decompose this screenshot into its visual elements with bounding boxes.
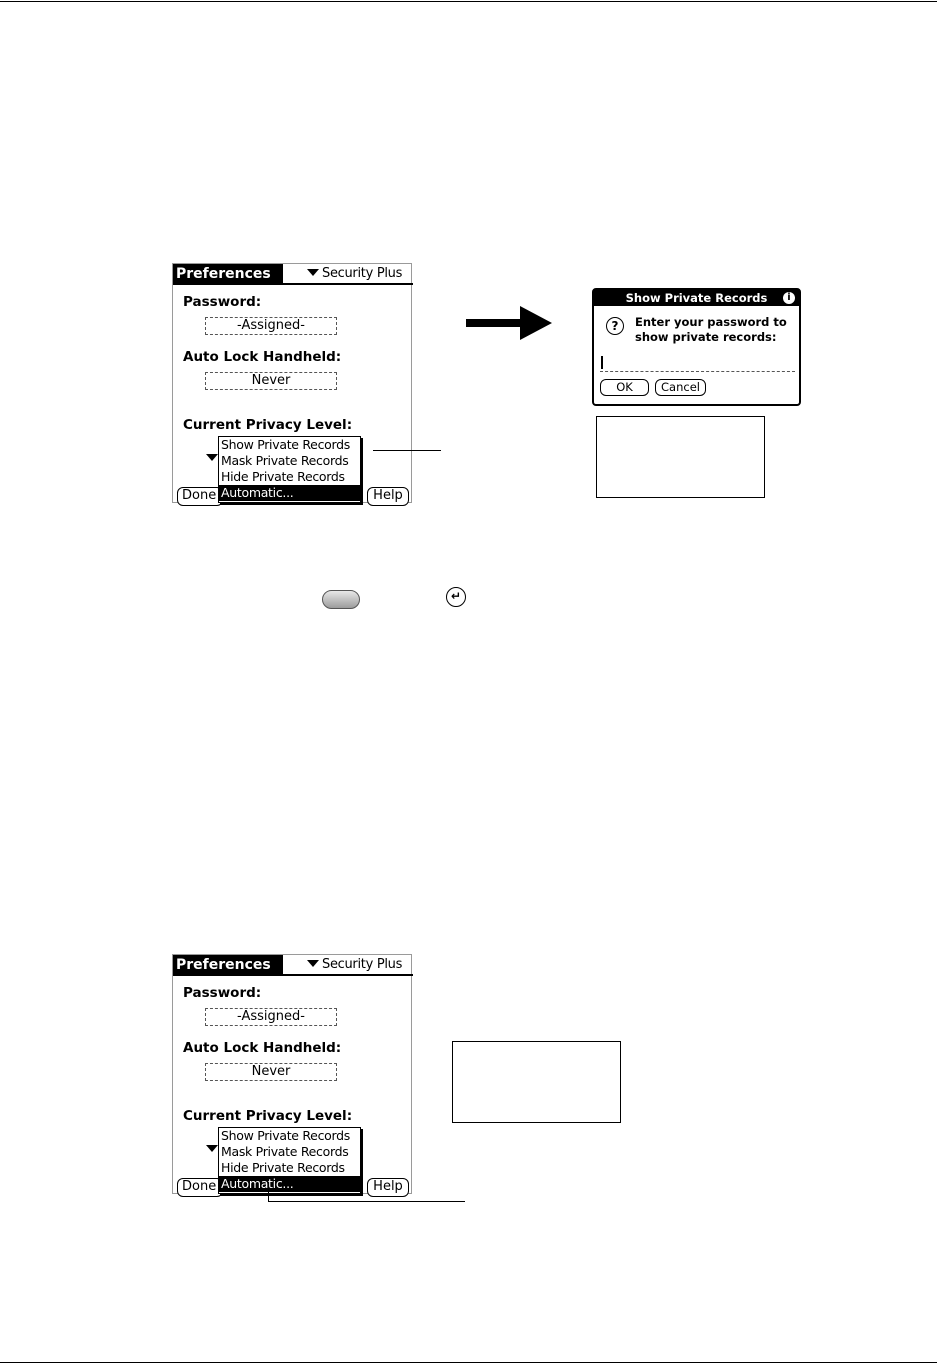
enter-stroke-icon: ↵ (446, 587, 466, 607)
callout-box (452, 1041, 621, 1123)
menu-item-mask[interactable]: Mask Private Records (221, 453, 349, 468)
done-button[interactable]: Done (177, 1178, 223, 1197)
app-title: Preferences (173, 264, 283, 284)
autolock-label: Auto Lock Handheld: (183, 349, 342, 365)
chevron-down-icon (307, 269, 319, 276)
show-private-records-dialog (592, 288, 801, 406)
category-picker[interactable] (307, 955, 402, 975)
done-button[interactable]: Done (177, 487, 223, 506)
callout-box (596, 416, 765, 498)
category-label: Security Plus (322, 266, 403, 281)
help-button[interactable]: Help (367, 1178, 409, 1197)
autolock-field[interactable]: Never (205, 1063, 337, 1081)
password-field[interactable]: -Assigned- (205, 1008, 337, 1026)
category-picker[interactable] (307, 264, 402, 284)
autolock-label: Auto Lock Handheld: (183, 1040, 342, 1056)
page-top-rule (0, 1, 937, 2)
text-cursor (601, 356, 603, 369)
menu-item-show[interactable]: Show Private Records (221, 1128, 350, 1143)
info-icon[interactable]: i (783, 292, 795, 304)
title-bar (173, 264, 413, 285)
menu-item-automatic[interactable]: Automatic... (219, 1176, 360, 1192)
password-input[interactable] (600, 356, 795, 372)
password-label: Password: (183, 294, 262, 310)
autolock-field[interactable]: Never (205, 372, 337, 390)
menu-item-hide[interactable]: Hide Private Records (221, 1160, 345, 1175)
title-bar (173, 955, 413, 976)
dialog-message: Enter your password to show private records: (635, 315, 787, 344)
menu-item-show[interactable]: Show Private Records (221, 437, 350, 452)
question-icon: ? (606, 317, 624, 335)
callout-line (268, 1201, 465, 1202)
app-title: Preferences (173, 955, 283, 975)
dialog-title: Show Private Records (594, 290, 799, 306)
arrow-right-icon (466, 306, 552, 340)
page-bottom-rule (0, 1362, 937, 1363)
menu-item-hide[interactable]: Hide Private Records (221, 469, 345, 484)
chevron-down-icon[interactable] (206, 1145, 218, 1152)
preferences-screen-1 (172, 263, 412, 503)
chevron-down-icon[interactable] (206, 454, 218, 461)
chevron-down-icon (307, 960, 319, 967)
password-label: Password: (183, 985, 262, 1001)
preferences-screen-2 (172, 954, 412, 1194)
privacy-label: Current Privacy Level: (183, 1108, 353, 1124)
hardware-button-icon (322, 590, 360, 609)
menu-item-automatic[interactable]: Automatic... (219, 485, 360, 501)
privacy-menu (218, 436, 361, 503)
help-button[interactable]: Help (367, 487, 409, 506)
privacy-menu (218, 1127, 361, 1194)
privacy-label: Current Privacy Level: (183, 417, 353, 433)
ok-button[interactable]: OK (600, 379, 649, 396)
cancel-button[interactable]: Cancel (655, 379, 706, 396)
category-label: Security Plus (322, 957, 403, 972)
menu-item-mask[interactable]: Mask Private Records (221, 1144, 349, 1159)
password-field[interactable]: -Assigned- (205, 317, 337, 335)
callout-line (373, 450, 441, 451)
